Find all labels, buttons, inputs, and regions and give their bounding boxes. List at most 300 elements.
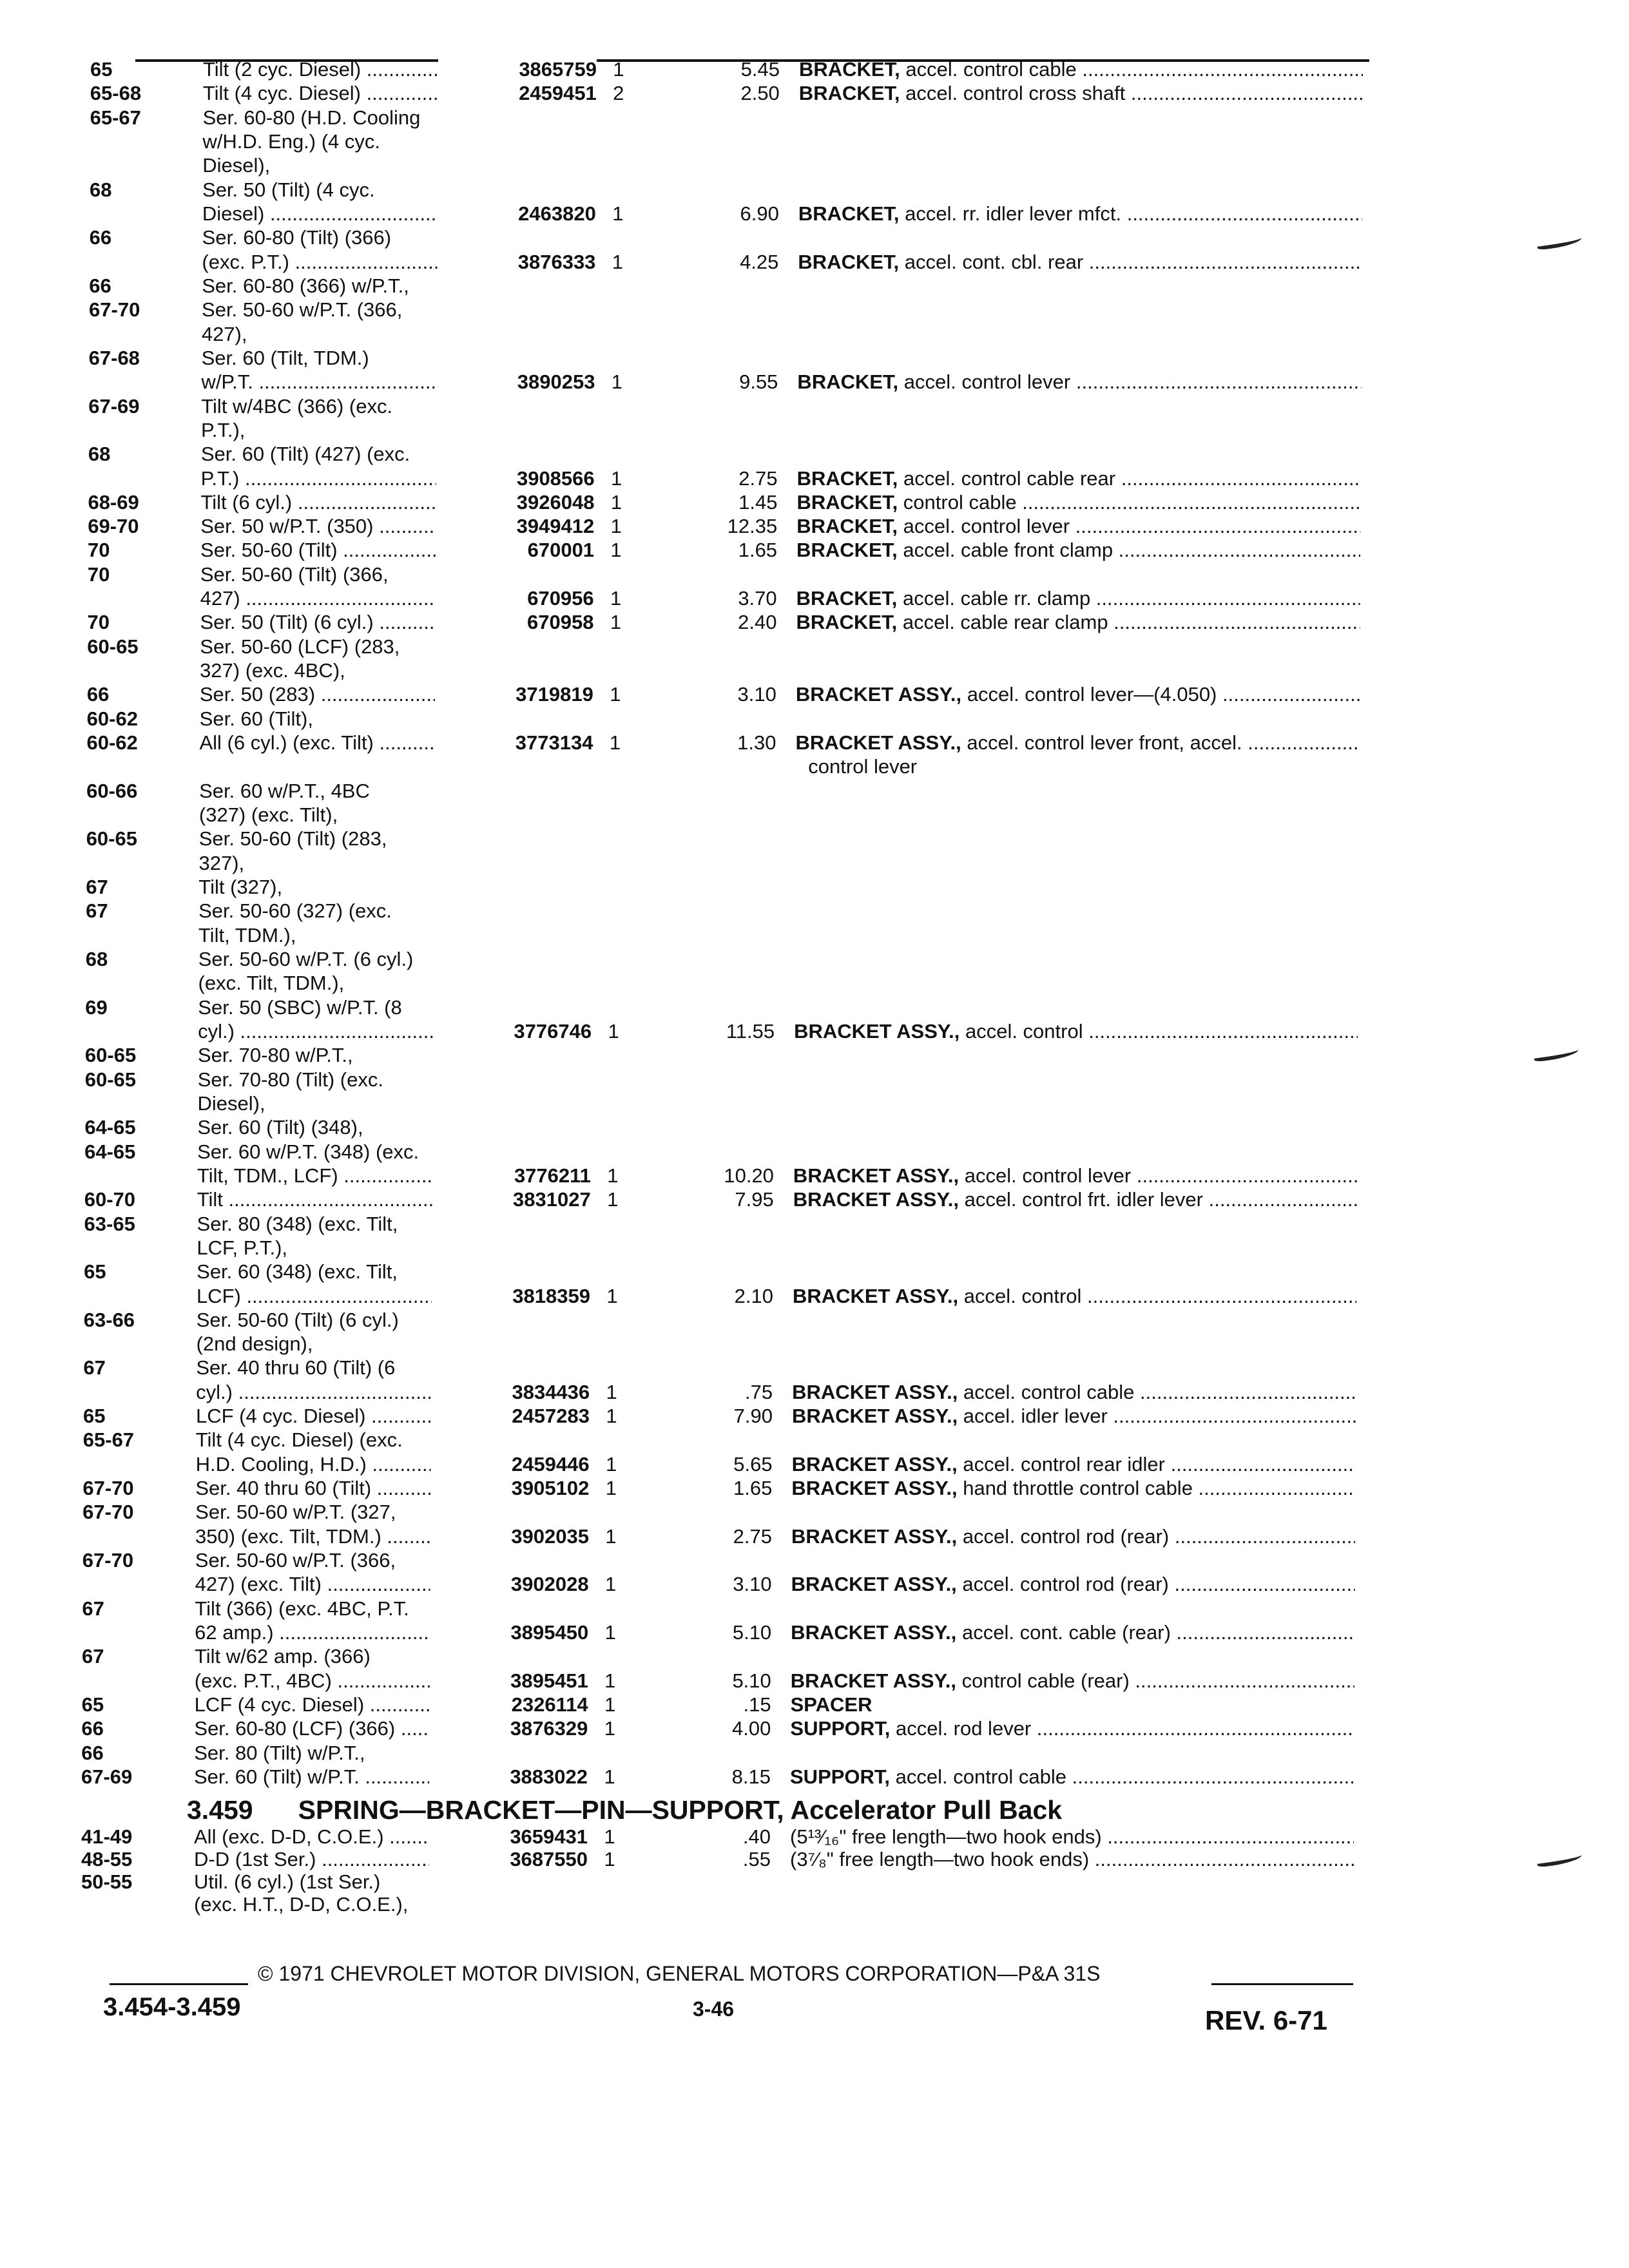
part-number: 2459446 [431, 1453, 590, 1476]
model-years: 68 [85, 947, 108, 970]
part-description [797, 370, 1361, 394]
description-continuation: control lever [808, 755, 918, 778]
application: Ser. 50-60 (LCF) (283, [200, 635, 400, 658]
model-years: 65-67 [82, 1428, 135, 1452]
part-number: 3905102 [430, 1477, 589, 1500]
application: Ser. 60 (Tilt) (427) (exc. [200, 443, 410, 466]
application: Ser. 50-60 (327) (exc. [198, 899, 392, 923]
part-name: BRACKET ASSY., [791, 1405, 958, 1428]
application: Ser. 60-80 (Tilt) (366) [202, 226, 392, 249]
model-years: 67-70 [82, 1501, 134, 1524]
model-years: 60-65 [84, 1068, 137, 1091]
part-description [796, 587, 1360, 610]
model-years: 67 [82, 1597, 104, 1620]
application: Tilt (327), [198, 876, 283, 898]
model-years: 67 [83, 1356, 106, 1379]
list-price: 2.75 [733, 1524, 772, 1548]
application: Ser. 70-80 w/P.T., [197, 1044, 353, 1067]
model-years: 69 [85, 995, 108, 1019]
part-name: BRACKET ASSY., [795, 731, 961, 754]
list-price: 4.25 [740, 250, 779, 273]
application: Tilt (4 cyc. Diesel) ..... [203, 82, 490, 105]
application: Util. (6 cyl.) (1st Ser.) [194, 1870, 381, 1893]
part-description [799, 58, 1363, 81]
description-detail: control cable (rear) [961, 1669, 1130, 1692]
application: H.D. Cooling, H.D.) ..... [196, 1453, 483, 1476]
part-number: 3876333 [437, 251, 595, 274]
part-name: BRACKET, [796, 587, 898, 610]
list-price: 6.90 [740, 202, 779, 225]
application: Ser. 50-60 (Tilt) (283, [198, 827, 387, 850]
part-description [792, 1381, 1356, 1404]
application: Ser. 50 (Tilt) (6 cyl.) ..... [200, 611, 487, 634]
model-years: 67-68 [88, 346, 140, 369]
part-description [791, 1573, 1355, 1596]
application: cyl.) ..... [196, 1381, 483, 1404]
part-name: BRACKET ASSY., [792, 1380, 958, 1403]
application: Tilt w/62 amp. (366) [194, 1645, 371, 1668]
margin-tick-mark [1536, 1852, 1582, 1868]
model-years: 64-65 [84, 1116, 136, 1139]
margin-tick-mark [1536, 235, 1582, 251]
quantity: 1 [612, 250, 624, 273]
part-description [798, 251, 1362, 274]
part-name: BRACKET ASSY., [791, 1573, 957, 1596]
description-detail: accel. control frt. idler lever [964, 1188, 1203, 1211]
application: Ser. 50 (SBC) w/P.T. (8 [198, 995, 402, 1019]
application: Ser. 50-60 w/P.T. (327, [195, 1501, 396, 1524]
model-years: 60-65 [84, 1044, 137, 1067]
application: LCF, P.T.), [197, 1236, 288, 1259]
part-name: BRACKET ASSY., [794, 1019, 960, 1043]
margin-tick-mark [1533, 1047, 1579, 1062]
model-years: 60-66 [86, 779, 138, 802]
part-name: BRACKET, [798, 202, 900, 225]
model-years: 66 [86, 683, 110, 706]
section-heading [187, 1795, 1062, 1825]
application: Ser. 50-60 (Tilt) (366, [200, 562, 389, 586]
part-description [796, 611, 1360, 634]
application: Tilt, TDM.), [198, 923, 296, 947]
model-years: 60-65 [87, 635, 139, 658]
part-name: BRACKET, [798, 250, 900, 273]
list-price: 5.10 [732, 1621, 772, 1644]
application: (exc. P.T.) ..... [202, 251, 488, 274]
part-name: BRACKET ASSY., [793, 1164, 959, 1187]
part-description [792, 1453, 1356, 1476]
quantity: 1 [611, 466, 622, 490]
application: Ser. 60 (Tilt) w/P.T. ..... [194, 1765, 481, 1789]
quantity: 1 [610, 490, 622, 514]
part-number: 3926048 [436, 491, 594, 514]
application: All (exc. D-D, C.O.E.) ..... [194, 1825, 481, 1849]
application: (327) (exc. Tilt), [198, 803, 338, 827]
application: Ser. 50-60 (Tilt) (6 cyl.) [196, 1308, 399, 1331]
application: LCF (4 cyc. Diesel) ..... [196, 1405, 483, 1428]
quantity: 1 [604, 1573, 617, 1596]
quantity: 1 [605, 1524, 617, 1548]
model-years: 65-67 [90, 106, 141, 129]
footer-rule-left [110, 1983, 248, 1985]
application: LCF) ..... [197, 1285, 483, 1308]
part-description [798, 202, 1362, 226]
description-detail: control cable [903, 490, 1017, 514]
part-description [790, 1717, 1354, 1740]
description-detail: (3⁷⁄₈" free length—two hook ends) [790, 1848, 1090, 1870]
application: All (6 cyl.) (exc. Tilt) ..... [199, 731, 486, 754]
footer-rule-right [1211, 1983, 1353, 1985]
model-years: 60-70 [84, 1188, 136, 1211]
part-description [795, 731, 1359, 754]
model-years: 65 [90, 58, 113, 81]
description-detail: accel. rod lever [896, 1717, 1032, 1740]
list-price: 11.55 [726, 1019, 775, 1043]
application: P.T.), [201, 418, 246, 441]
quantity: 2 [613, 82, 624, 105]
part-number: 3773134 [434, 731, 593, 754]
list-price: .40 [742, 1825, 771, 1848]
part-number: 3895451 [430, 1669, 588, 1693]
part-number: 2326114 [430, 1693, 588, 1716]
model-years: 63-66 [83, 1308, 135, 1331]
list-price: 2.40 [738, 611, 777, 634]
model-years: 67-69 [88, 394, 140, 418]
model-years: 64-65 [84, 1140, 136, 1163]
part-description [794, 1020, 1358, 1043]
application: 62 amp.) ..... [195, 1621, 481, 1644]
application: Ser. 60-80 (LCF) (366) ..... [194, 1717, 481, 1740]
quantity: 1 [606, 1284, 618, 1307]
model-years: 67-69 [81, 1765, 133, 1788]
description-detail: accel. cable rear clamp [902, 611, 1108, 634]
quantity: 1 [607, 1164, 619, 1187]
model-years: 63-65 [84, 1212, 135, 1235]
part-number: 3902028 [430, 1573, 589, 1596]
application: Ser. 60 w/P.T., 4BC [199, 779, 370, 802]
model-years: 60-62 [86, 731, 138, 754]
application: Tilt (6 cyl.) ..... [200, 491, 487, 514]
part-number: 3834436 [431, 1381, 590, 1404]
part-name: BRACKET, [796, 539, 898, 562]
model-years: 66 [81, 1741, 104, 1764]
part-number: 3776211 [432, 1164, 591, 1187]
quantity: 1 [604, 1825, 615, 1848]
list-price: 2.50 [740, 82, 780, 105]
quantity: 1 [604, 1765, 615, 1788]
application: (exc. Tilt, TDM.), [198, 972, 345, 995]
part-number: 3719819 [435, 683, 593, 706]
application: Tilt ..... [197, 1188, 484, 1211]
description-detail: (5¹³⁄₁₆" free length—two hook ends) [790, 1825, 1102, 1848]
quantity: 1 [606, 1380, 617, 1403]
model-years: 66 [81, 1717, 104, 1740]
application: 327) (exc. 4BC), [200, 659, 345, 682]
application: Ser. 50-60 w/P.T. (366, [202, 298, 403, 322]
description-detail: accel. control cross shaft [905, 82, 1126, 105]
application: Ser. 60 (Tilt, TDM.) [201, 346, 369, 369]
part-number: 3876329 [429, 1717, 588, 1740]
description-detail: accel. control lever [964, 1164, 1132, 1187]
model-years: 67-70 [82, 1549, 134, 1572]
model-years: 67 [86, 899, 108, 923]
part-name: BRACKET ASSY., [791, 1524, 958, 1548]
part-number: 670001 [436, 539, 594, 562]
part-name: BRACKET ASSY., [790, 1669, 957, 1692]
part-name: BRACKET ASSY., [791, 1452, 958, 1475]
application: Ser. 60-80 (H.D. Cooling [202, 106, 421, 129]
section-number: 3.459 [187, 1795, 253, 1825]
application: w/P.T. ..... [201, 370, 488, 394]
model-years: 67 [86, 876, 108, 898]
part-number: 3831027 [432, 1188, 591, 1211]
quantity: 1 [611, 370, 623, 394]
application: Ser. 60 (Tilt), [199, 707, 313, 730]
application: LCF (4 cyc. Diesel) ..... [195, 1693, 481, 1716]
quantity: 1 [607, 1188, 619, 1211]
model-years: 70 [87, 611, 110, 634]
list-price: 4.00 [732, 1717, 771, 1740]
part-description [790, 1848, 1354, 1871]
list-price: 3.10 [733, 1573, 772, 1596]
list-price: 1.45 [738, 490, 778, 514]
model-years: 67 [81, 1645, 104, 1668]
part-name: BRACKET, [796, 490, 898, 514]
quantity: 1 [606, 1405, 617, 1428]
part-number: 3890253 [436, 370, 595, 394]
part-number: 2463820 [438, 202, 596, 226]
list-price: 2.10 [734, 1284, 773, 1307]
part-description [791, 1477, 1355, 1500]
part-description [799, 82, 1363, 105]
model-years: 60-62 [86, 707, 138, 730]
part-number: 3865759 [438, 58, 597, 81]
list-price: 12.35 [727, 515, 778, 538]
list-price: 9.55 [739, 370, 778, 394]
application: Ser. 60 (348) (exc. Tilt, [197, 1260, 398, 1283]
part-description [790, 1825, 1354, 1849]
part-name: BRACKET ASSY., [792, 1284, 959, 1307]
part-description [790, 1765, 1354, 1789]
quantity: 1 [604, 1717, 616, 1740]
description-detail: accel. cont. cbl. rear [904, 250, 1084, 273]
part-description [796, 515, 1360, 538]
application: (exc. P.T., 4BC) ..... [195, 1669, 481, 1693]
part-description [791, 1669, 1354, 1693]
application: (2nd design), [196, 1332, 313, 1356]
application: Ser. 50 (Tilt) (4 cyc. [202, 178, 375, 201]
part-number: 3687550 [429, 1848, 588, 1871]
application: 427), [201, 322, 247, 345]
description-detail: accel. control cable [895, 1765, 1067, 1788]
description-detail: hand throttle control cable [963, 1477, 1193, 1500]
part-description [796, 683, 1360, 706]
description-detail: accel. control rear idler [963, 1452, 1165, 1475]
description-detail: accel. control lever [903, 370, 1071, 394]
revision: REV. 6-71 [1205, 2005, 1327, 2035]
part-number: 3895450 [430, 1621, 588, 1644]
part-name: BRACKET, [798, 82, 900, 105]
part-number: 3908566 [436, 467, 595, 490]
application: 327), [198, 851, 245, 874]
section-range: 3.454-3.459 [103, 1993, 241, 2021]
model-years: 70 [88, 539, 110, 562]
quantity: 1 [612, 202, 624, 225]
model-years: 67-70 [82, 1477, 134, 1500]
part-name: BRACKET, [796, 515, 898, 538]
part-description [793, 1164, 1357, 1187]
part-name: SPACER [790, 1693, 872, 1716]
application: Tilt (4 cyc. Diesel) (exc. [195, 1428, 403, 1452]
description-detail: accel. cable rr. clamp [903, 587, 1091, 610]
list-price: 5.10 [732, 1669, 771, 1692]
model-years: 67-70 [89, 298, 140, 322]
part-number: 670958 [435, 611, 593, 634]
description-detail: accel. cable front clamp [903, 539, 1113, 562]
model-years: 69-70 [88, 515, 139, 538]
part-number: 3818359 [432, 1285, 590, 1308]
list-price: 7.90 [733, 1405, 773, 1428]
description-detail: accel. control [965, 1019, 1083, 1043]
application: 427) ..... [200, 587, 487, 610]
part-description [791, 1621, 1354, 1644]
application: cyl.) ..... [198, 1020, 485, 1043]
application: Diesel) ..... [202, 202, 489, 226]
application: Ser. 70-80 (Tilt) (exc. [197, 1068, 383, 1091]
model-years: 66 [89, 274, 111, 297]
application: Diesel), [202, 154, 271, 177]
list-price: 8.15 [731, 1765, 771, 1788]
quantity: 1 [604, 1848, 615, 1870]
list-price: .55 [742, 1848, 771, 1870]
application: Ser. 80 (Tilt) w/P.T., [194, 1741, 365, 1764]
application: w/H.D. Eng.) (4 cyc. [202, 130, 381, 153]
quantity: 1 [610, 683, 621, 706]
part-name: SUPPORT, [790, 1765, 891, 1788]
application: Ser. 50-60 (Tilt) ..... [200, 539, 487, 562]
section-title: SPRING—BRACKET—PIN—SUPPORT, [298, 1795, 784, 1825]
application: Ser. 60 (Tilt) (348), [197, 1116, 363, 1139]
model-years: 65 [82, 1405, 106, 1428]
quantity: 1 [605, 1477, 617, 1500]
part-name: BRACKET, [796, 466, 898, 490]
quantity: 1 [604, 1621, 616, 1644]
description-detail: accel. control lever front, accel. [967, 731, 1242, 754]
quantity: 1 [604, 1669, 616, 1692]
application: Tilt (2 cyc. Diesel) ..... [203, 58, 490, 81]
list-price: 3.10 [737, 683, 776, 706]
quantity: 1 [609, 731, 621, 754]
part-name: BRACKET ASSY., [791, 1477, 958, 1500]
model-years: 50-55 [81, 1870, 133, 1893]
description-detail: accel. control lever—(4.050) [967, 683, 1217, 706]
part-number: 3883022 [429, 1765, 588, 1789]
application: Tilt w/4BC (366) (exc. [201, 394, 393, 418]
part-name: BRACKET ASSY., [795, 683, 962, 706]
application: 427) (exc. Tilt) ..... [195, 1573, 482, 1596]
application: Tilt, TDM., LCF) ..... [197, 1164, 484, 1187]
part-name: SUPPORT, [790, 1717, 891, 1740]
list-price: .75 [745, 1380, 773, 1403]
description-detail: accel. control cable [905, 58, 1077, 81]
part-description [793, 1285, 1356, 1308]
application: Ser. 40 thru 60 (Tilt) ..... [195, 1477, 482, 1500]
part-description [796, 491, 1360, 514]
part-description [793, 1188, 1357, 1211]
part-name: BRACKET ASSY., [793, 1188, 959, 1211]
application: Ser. 50-60 w/P.T. (6 cyl.) [198, 947, 414, 970]
part-description [797, 467, 1361, 490]
part-number: 3949412 [436, 515, 594, 538]
list-price: 1.65 [738, 539, 778, 562]
description-detail: accel. control lever [903, 515, 1070, 538]
part-description [792, 1405, 1356, 1428]
application: Tilt (366) (exc. 4BC, P.T. [195, 1597, 409, 1620]
model-years: 70 [87, 562, 110, 586]
list-price: 2.75 [738, 466, 778, 490]
part-description [796, 539, 1360, 562]
list-price: 7.95 [735, 1188, 774, 1211]
model-years: 68 [88, 443, 111, 466]
application: (exc. H.T., D-D, C.O.E.), [194, 1893, 409, 1916]
page-number: 3-46 [693, 1997, 735, 2021]
description-detail: accel. control cable rear [903, 466, 1116, 490]
model-years: 68 [90, 178, 112, 201]
description-detail: accel. control cable [963, 1380, 1135, 1403]
part-name: BRACKET ASSY., [791, 1621, 957, 1644]
description-detail: accel. idler lever [963, 1405, 1108, 1428]
description-detail: accel. rr. idler lever mfct. [905, 202, 1122, 225]
model-years: 65 [81, 1693, 104, 1716]
part-name: BRACKET, [799, 58, 900, 81]
model-years: 41-49 [81, 1825, 133, 1848]
model-years: 66 [89, 226, 112, 249]
part-number: 2457283 [431, 1405, 590, 1428]
copyright-line: © 1971 CHEVROLET MOTOR DIVISION, GENERAL MOTORS CORPORATION—P&A 31S [258, 1962, 1101, 1985]
model-years: 60-65 [86, 827, 137, 850]
application: 350) (exc. Tilt, TDM.) ..... [195, 1525, 482, 1548]
quantity: 1 [608, 1019, 619, 1043]
model-years: 65 [84, 1260, 106, 1283]
model-years: 68-69 [88, 490, 139, 514]
description-detail: accel. control [963, 1284, 1082, 1307]
part-number: 670956 [436, 587, 594, 610]
part-number: 3776746 [433, 1020, 592, 1043]
description-detail: accel. control rod (rear) [962, 1573, 1169, 1596]
quantity: 1 [605, 1452, 617, 1475]
part-name: BRACKET, [796, 611, 898, 634]
application: Ser. 60-80 (366) w/P.T., [202, 274, 409, 297]
application: P.T.) ..... [201, 467, 488, 490]
application: Ser. 40 thru 60 (Tilt) (6 [196, 1356, 396, 1379]
part-number: 3902035 [430, 1525, 589, 1548]
list-price: 10.20 [724, 1164, 774, 1187]
application: Ser. 50 (283) ..... [200, 683, 487, 706]
quantity: 1 [604, 1693, 616, 1716]
list-price: 3.70 [738, 587, 777, 610]
application: Ser. 60 w/P.T. (348) (exc. [197, 1140, 419, 1163]
part-description [791, 1693, 1354, 1716]
quantity: 1 [613, 58, 624, 81]
quantity: 1 [610, 539, 622, 562]
description-detail: accel. control rod (rear) [962, 1524, 1170, 1548]
application: Ser. 50 w/P.T. (350) ..... [200, 515, 487, 538]
application: D-D (1st Ser.) ..... [194, 1848, 481, 1871]
model-years: 65-68 [90, 82, 142, 105]
part-name: BRACKET, [797, 370, 899, 394]
section-subtitle: Accelerator Pull Back [790, 1795, 1063, 1825]
model-years: 48-55 [81, 1848, 133, 1870]
list-price: .15 [743, 1693, 771, 1716]
